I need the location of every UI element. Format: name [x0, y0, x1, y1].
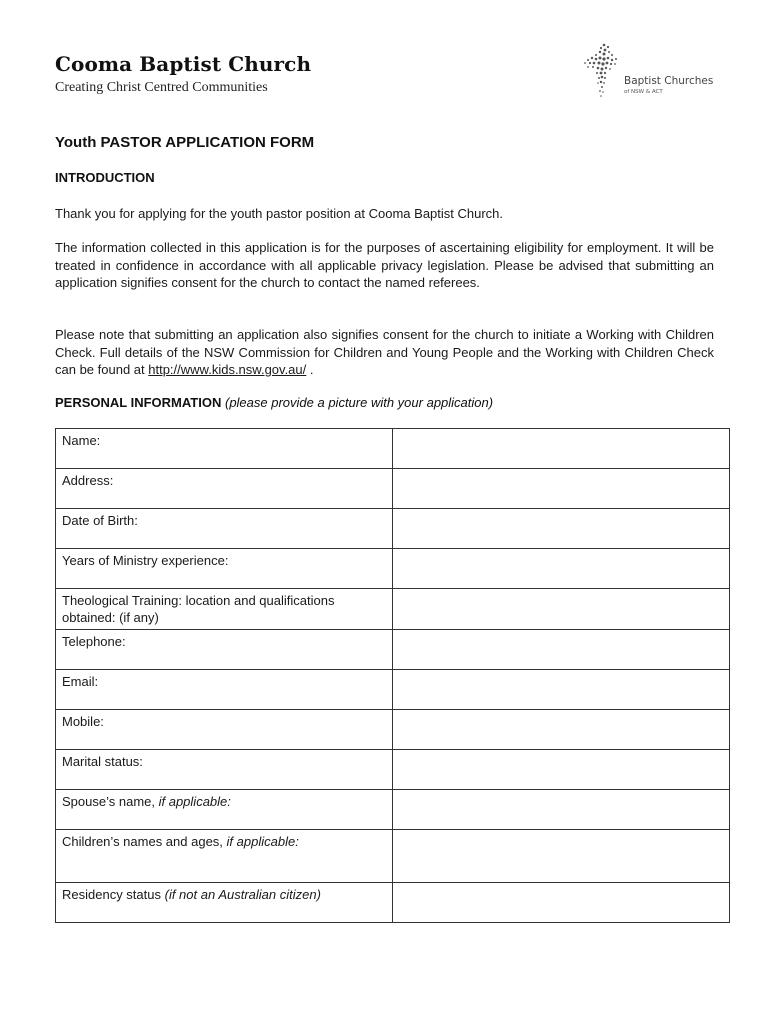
info-row-value-field[interactable]	[393, 670, 730, 710]
info-row-label	[56, 429, 393, 469]
info-row	[56, 790, 730, 830]
info-row-label	[56, 509, 393, 549]
info-row	[56, 630, 730, 670]
personal-information-table	[55, 428, 730, 923]
info-row	[56, 509, 730, 549]
info-row-value-field[interactable]	[393, 710, 730, 750]
field-label: Years of Ministry experience:	[62, 553, 229, 568]
field-label: Theological Training: location and qualifications obtained: (if any)	[62, 593, 335, 625]
field-label-note: if applicable:	[226, 834, 299, 849]
field-label: Mobile:	[62, 714, 104, 729]
org-name: Cooma Baptist Church	[55, 52, 312, 76]
info-row-label	[56, 830, 393, 883]
info-row-value-field[interactable]	[393, 589, 730, 630]
info-row-label	[56, 710, 393, 750]
info-row-value-field[interactable]	[393, 883, 730, 923]
info-row	[56, 710, 730, 750]
info-row	[56, 883, 730, 923]
info-row	[56, 469, 730, 509]
field-label-note: if applicable:	[158, 794, 231, 809]
field-label-note: (if not an Australian citizen)	[164, 887, 321, 902]
info-row	[56, 830, 730, 883]
form-title: Youth PASTOR APPLICATION FORM	[55, 134, 315, 151]
info-row-label	[56, 883, 393, 923]
org-tagline: Creating Christ Centred Communities	[55, 80, 268, 95]
info-row-value-field[interactable]	[393, 429, 730, 469]
dotted-cross-icon	[582, 42, 622, 100]
logo-name: Baptist Churches	[624, 75, 714, 87]
info-row-value-field[interactable]	[393, 790, 730, 830]
field-label: Spouse’s name,	[62, 794, 159, 809]
info-row-label	[56, 549, 393, 589]
kids-nsw-link[interactable]: http://www.kids.nsw.gov.au/	[148, 362, 307, 377]
info-row-value-field[interactable]	[393, 630, 730, 670]
info-row-value-field[interactable]	[393, 830, 730, 883]
info-row-label	[56, 589, 393, 630]
info-row	[56, 589, 730, 630]
field-label: Date of Birth:	[62, 513, 138, 528]
personal-heading-text: PERSONAL INFORMATION	[55, 395, 222, 410]
baptist-churches-logo	[582, 42, 722, 100]
info-row-label	[56, 790, 393, 830]
info-row-value-field[interactable]	[393, 750, 730, 790]
intro-paragraph-1: Thank you for applying for the youth pastor position at Cooma Baptist Church.	[55, 206, 504, 221]
field-label: Telephone:	[62, 634, 126, 649]
personal-heading-note: (please provide a picture with your application)	[224, 395, 494, 410]
info-row-label	[56, 630, 393, 670]
field-label: Address:	[62, 473, 114, 488]
info-row	[56, 670, 730, 710]
logo-subtitle: of NSW & ACT	[624, 89, 663, 95]
field-label: Email:	[62, 674, 99, 689]
info-row-value-field[interactable]	[393, 469, 730, 509]
info-row	[56, 750, 730, 790]
field-label: Marital status:	[62, 754, 143, 769]
info-row	[56, 549, 730, 589]
personal-information-heading	[55, 395, 493, 410]
field-label: Name:	[62, 433, 101, 448]
intro-paragraph-3-end: .	[306, 362, 314, 377]
info-row-label	[56, 670, 393, 710]
info-row-label	[56, 750, 393, 790]
info-row-value-field[interactable]	[393, 549, 730, 589]
info-row-label	[56, 469, 393, 509]
introduction-heading: INTRODUCTION	[55, 170, 155, 185]
field-label: Residency status	[62, 887, 165, 902]
intro-paragraph-3	[55, 326, 714, 379]
info-row	[56, 429, 730, 469]
intro-paragraph-2: The information collected in this application is for the purposes of ascertaining eligibility for employment. It will be treated in confidence in accordance with all applicable privacy legislation. Please be advised that submitting an application signifies consent for the church to contact the named referees.	[55, 240, 714, 290]
intro-paragraph-3-text: Please note that submitting an application also signifies consent for the church to initiate a Working with Children Check. Full details of the NSW Commission for Children and Young People and the Working with Children Check can be found at	[55, 327, 714, 377]
info-row-value-field[interactable]	[393, 509, 730, 549]
field-label: Children’s names and ages,	[62, 834, 227, 849]
